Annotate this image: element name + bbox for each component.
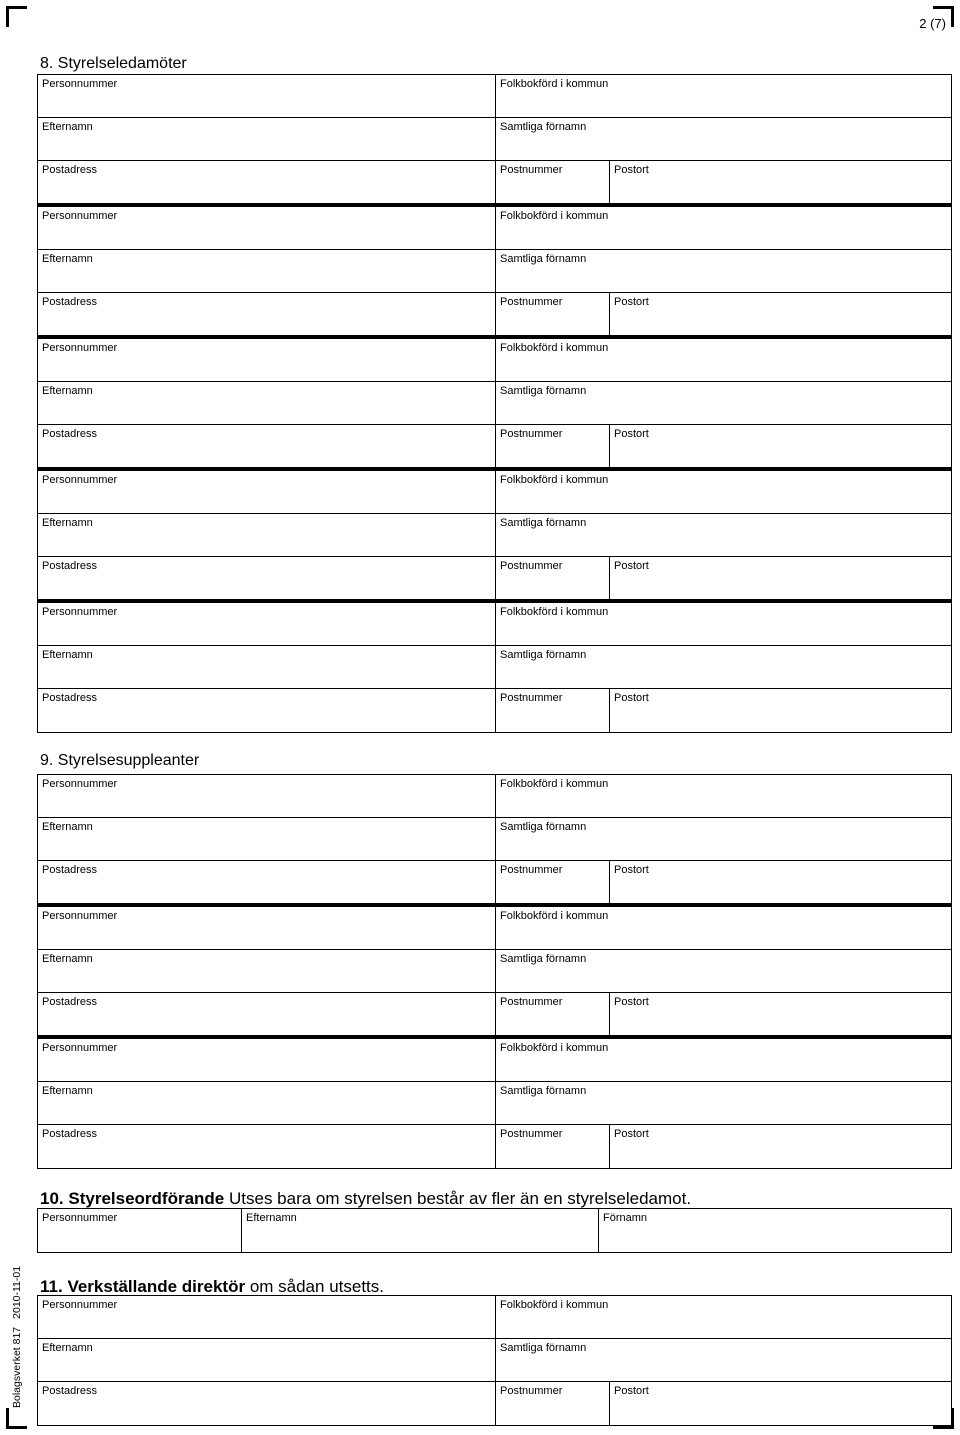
board-member-4-personnummer-field[interactable] [38,471,495,513]
ceo-1-row-2 [38,1339,951,1382]
board-member-3-efternamn-field[interactable] [38,382,495,424]
personnummer-label: Personnummer [42,210,118,222]
efternamn-label: Efternamn [42,121,93,133]
ceo-1-efternamn-field[interactable] [38,1339,495,1381]
personnummer-label: Personnummer [42,78,118,90]
board-member-2-postnummer-field[interactable] [495,293,609,335]
deputy-2-row-3 [38,993,951,1036]
ceo-1-folkbokford-field[interactable] [495,1296,951,1338]
deputy-3-postnummer-field[interactable] [495,1125,609,1168]
board-member-5-row-3 [38,689,951,732]
board-member-5-efternamn-field[interactable] [38,646,495,688]
board-member-1-postnummer-field[interactable] [495,161,609,203]
efternamn-label: Efternamn [42,1342,93,1354]
board-member-5-row-1 [38,603,951,646]
deputy-3-postort-field[interactable] [609,1125,951,1168]
crop-mark-bottom-left [6,1408,27,1429]
personnummer-label: Personnummer [42,1299,118,1311]
postnummer-label: Postnummer [500,996,563,1008]
chairman-personnummer-field[interactable] [38,1209,241,1252]
deputy-1-row-3 [38,861,951,904]
efternamn-label: Efternamn [42,649,93,661]
board-member-3-postadress-field[interactable] [38,425,495,467]
ceo-1-samtliga-fornamn-field[interactable] [495,1339,951,1381]
efternamn-label: Efternamn [42,953,93,965]
efternamn-label: Efternamn [42,385,93,397]
board-member-2-row-3 [38,293,951,336]
samtliga-fornamn-label: Samtliga förnamn [500,953,587,965]
section-11-heading [40,1277,384,1297]
samtliga-fornamn-label: Samtliga förnamn [500,1342,587,1354]
personnummer-label: Personnummer [42,1042,118,1054]
postadress-label: Postadress [42,296,98,308]
postadress-label: Postadress [42,428,98,440]
postort-label: Postort [614,864,649,876]
board-member-1-personnummer-field[interactable] [38,75,495,117]
postort-label: Postort [614,428,649,440]
postort-label: Postort [614,1385,649,1397]
folkbokford-label: Folkbokförd i kommun [500,1042,609,1054]
deputy-1-personnummer-field[interactable] [38,775,495,817]
board-member-2-samtliga-fornamn-field[interactable] [495,250,951,292]
deputy-2-postort-field[interactable] [609,993,951,1035]
board-member-5-folkbokford-field[interactable] [495,603,951,645]
folkbokford-label: Folkbokförd i kommun [500,342,609,354]
section-11-title: Verkställande direktör [67,1277,246,1296]
deputy-1-row-1 [38,775,951,818]
deputy-2-postnummer-field[interactable] [495,993,609,1035]
postnummer-label: Postnummer [500,560,563,572]
deputy-1-postadress-field[interactable] [38,861,495,903]
board-member-3-postort-field[interactable] [609,425,951,467]
deputy-1-postnummer-field[interactable] [495,861,609,903]
board-member-1-folkbokford-field[interactable] [495,75,951,117]
postadress-label: Postadress [42,692,98,704]
section-10-note: Utses bara om styrelsen består av fler än en styrelseledamot. [229,1189,692,1208]
deputy-3-samtliga-fornamn-field[interactable] [495,1082,951,1124]
postnummer-label: Postnummer [500,692,563,704]
deputy-2-row-2 [38,950,951,993]
board-member-5-postnummer-field[interactable] [495,689,609,732]
personnummer-label: Personnummer [42,778,118,790]
board-member-3-row-3 [38,425,951,468]
deputy-3-row-1 [38,1039,951,1082]
board-member-1-efternamn-field[interactable] [38,118,495,160]
postadress-label: Postadress [42,164,98,176]
postnummer-label: Postnummer [500,1385,563,1397]
board-member-2-postadress-field[interactable] [38,293,495,335]
folkbokford-label: Folkbokförd i kommun [500,778,609,790]
section-10-number: 10. [40,1189,64,1208]
postnummer-label: Postnummer [500,296,563,308]
ceo-1-row-1 [38,1296,951,1339]
deputy-2-samtliga-fornamn-field[interactable] [495,950,951,992]
folkbokford-label: Folkbokförd i kommun [500,1299,609,1311]
efternamn-label: Efternamn [42,253,93,265]
postort-label: Postort [614,692,649,704]
ceo-1-row-3 [38,1382,951,1425]
board-member-2-postort-field[interactable] [609,293,951,335]
postort-label: Postort [614,296,649,308]
postnummer-label: Postnummer [500,864,563,876]
board-member-4-row-3 [38,557,951,600]
deputy-3-postadress-field[interactable] [38,1125,495,1168]
deputy-1-postort-field[interactable] [609,861,951,903]
postadress-label: Postadress [42,560,98,572]
board-member-3-personnummer-field[interactable] [38,339,495,381]
deputy-3-row-2 [38,1082,951,1125]
postnummer-label: Postnummer [500,164,563,176]
efternamn-label: Efternamn [42,821,93,833]
folkbokford-label: Folkbokförd i kommun [500,606,609,618]
personnummer-label: Personnummer [42,1212,118,1224]
side-date: 2010-11-01 [11,1265,23,1319]
board-member-4-postort-field[interactable] [609,557,951,599]
postnummer-label: Postnummer [500,1128,563,1140]
board-member-4-row-2 [38,514,951,557]
page-number: 2 (7) [919,16,946,31]
postort-label: Postort [614,996,649,1008]
postadress-label: Postadress [42,996,98,1008]
folkbokford-label: Folkbokförd i kommun [500,210,609,222]
board-member-4-samtliga-fornamn-field[interactable] [495,514,951,556]
deputies-block [37,774,952,1169]
ceo-1-postadress-field[interactable] [38,1382,495,1425]
board-member-2-efternamn-field[interactable] [38,250,495,292]
board-member-3-row-2 [38,382,951,425]
board-member-3-folkbokford-field[interactable] [495,339,951,381]
board-member-1-samtliga-fornamn-field[interactable] [495,118,951,160]
samtliga-fornamn-label: Samtliga förnamn [500,649,587,661]
deputy-1-samtliga-fornamn-field[interactable] [495,818,951,860]
postnummer-label: Postnummer [500,428,563,440]
board-member-2-row-2 [38,250,951,293]
board-member-3-row-1 [38,339,951,382]
deputy-1-efternamn-field[interactable] [38,818,495,860]
efternamn-label: Efternamn [42,517,93,529]
board-member-5-samtliga-fornamn-field[interactable] [495,646,951,688]
efternamn-label: Efternamn [42,1085,93,1097]
deputy-1-folkbokford-field[interactable] [495,775,951,817]
samtliga-fornamn-label: Samtliga förnamn [500,517,587,529]
ceo-1-postnummer-field[interactable] [495,1382,609,1425]
board-member-5-row-2 [38,646,951,689]
fornamn-label: Förnamn [603,1212,648,1224]
board-member-1-row-1 [38,75,951,118]
ceo-1-personnummer-field[interactable] [38,1296,495,1338]
section-8-number: 8. [40,55,54,72]
postort-label: Postort [614,560,649,572]
samtliga-fornamn-label: Samtliga förnamn [500,1085,587,1097]
section-9-title: Styrelsesuppleanter [57,752,200,769]
deputy-1-row-2 [38,818,951,861]
crop-mark-top-left [6,6,27,27]
deputy-3-efternamn-field[interactable] [38,1082,495,1124]
section-11-note: om sådan utsetts. [249,1277,384,1296]
board-member-4-row-1 [38,471,951,514]
deputy-3-row-3 [38,1125,951,1168]
folkbokford-label: Folkbokförd i kommun [500,910,609,922]
deputy-2-row-1 [38,907,951,950]
board-members-block [37,74,952,733]
deputy-3-folkbokford-field[interactable] [495,1039,951,1081]
personnummer-label: Personnummer [42,474,118,486]
section-10-title: Styrelseordförande [68,1189,225,1208]
samtliga-fornamn-label: Samtliga förnamn [500,253,587,265]
samtliga-fornamn-label: Samtliga förnamn [500,121,587,133]
folkbokford-label: Folkbokförd i kommun [500,474,609,486]
postadress-label: Postadress [42,1128,98,1140]
ceo-block [37,1295,952,1426]
samtliga-fornamn-label: Samtliga förnamn [500,821,587,833]
board-member-2-row-1 [38,207,951,250]
side-form-id [7,1258,27,1408]
deputy-2-folkbokford-field[interactable] [495,907,951,949]
board-member-4-postadress-field[interactable] [38,557,495,599]
deputy-3-personnummer-field[interactable] [38,1039,495,1081]
postadress-label: Postadress [42,864,98,876]
personnummer-label: Personnummer [42,342,118,354]
personnummer-label: Personnummer [42,910,118,922]
ceo-1-postort-field[interactable] [609,1382,951,1425]
board-member-3-samtliga-fornamn-field[interactable] [495,382,951,424]
postort-label: Postort [614,164,649,176]
side-org: Bolagsverket 817 [11,1326,23,1408]
board-member-1-row-3 [38,161,951,204]
samtliga-fornamn-label: Samtliga förnamn [500,385,587,397]
board-member-4-folkbokford-field[interactable] [495,471,951,513]
chairman-row [38,1209,951,1252]
chairman-fornamn-field[interactable] [598,1209,951,1252]
board-member-3-postnummer-field[interactable] [495,425,609,467]
section-11-number: 11. [40,1277,63,1296]
board-member-5-personnummer-field[interactable] [38,603,495,645]
chairman-efternamn-field[interactable] [241,1209,598,1252]
section-9-number: 9. [40,752,54,769]
board-member-2-personnummer-field[interactable] [38,207,495,249]
board-member-1-postort-field[interactable] [609,161,951,203]
board-member-5-postadress-field[interactable] [38,689,495,732]
board-member-1-row-2 [38,118,951,161]
section-8-title: Styrelseledamöter [57,55,187,72]
section-10-heading [40,1189,691,1209]
board-member-5-postort-field[interactable] [609,689,951,732]
deputy-2-efternamn-field[interactable] [38,950,495,992]
board-member-4-efternamn-field[interactable] [38,514,495,556]
section-9-heading [40,752,199,770]
postadress-label: Postadress [42,1385,98,1397]
board-member-4-postnummer-field[interactable] [495,557,609,599]
chairman-block [37,1208,952,1253]
postort-label: Postort [614,1128,649,1140]
deputy-2-postadress-field[interactable] [38,993,495,1035]
personnummer-label: Personnummer [42,606,118,618]
deputy-2-personnummer-field[interactable] [38,907,495,949]
efternamn-label: Efternamn [246,1212,297,1224]
board-member-2-folkbokford-field[interactable] [495,207,951,249]
board-member-1-postadress-field[interactable] [38,161,495,203]
section-8-heading [40,55,187,73]
folkbokford-label: Folkbokförd i kommun [500,78,609,90]
